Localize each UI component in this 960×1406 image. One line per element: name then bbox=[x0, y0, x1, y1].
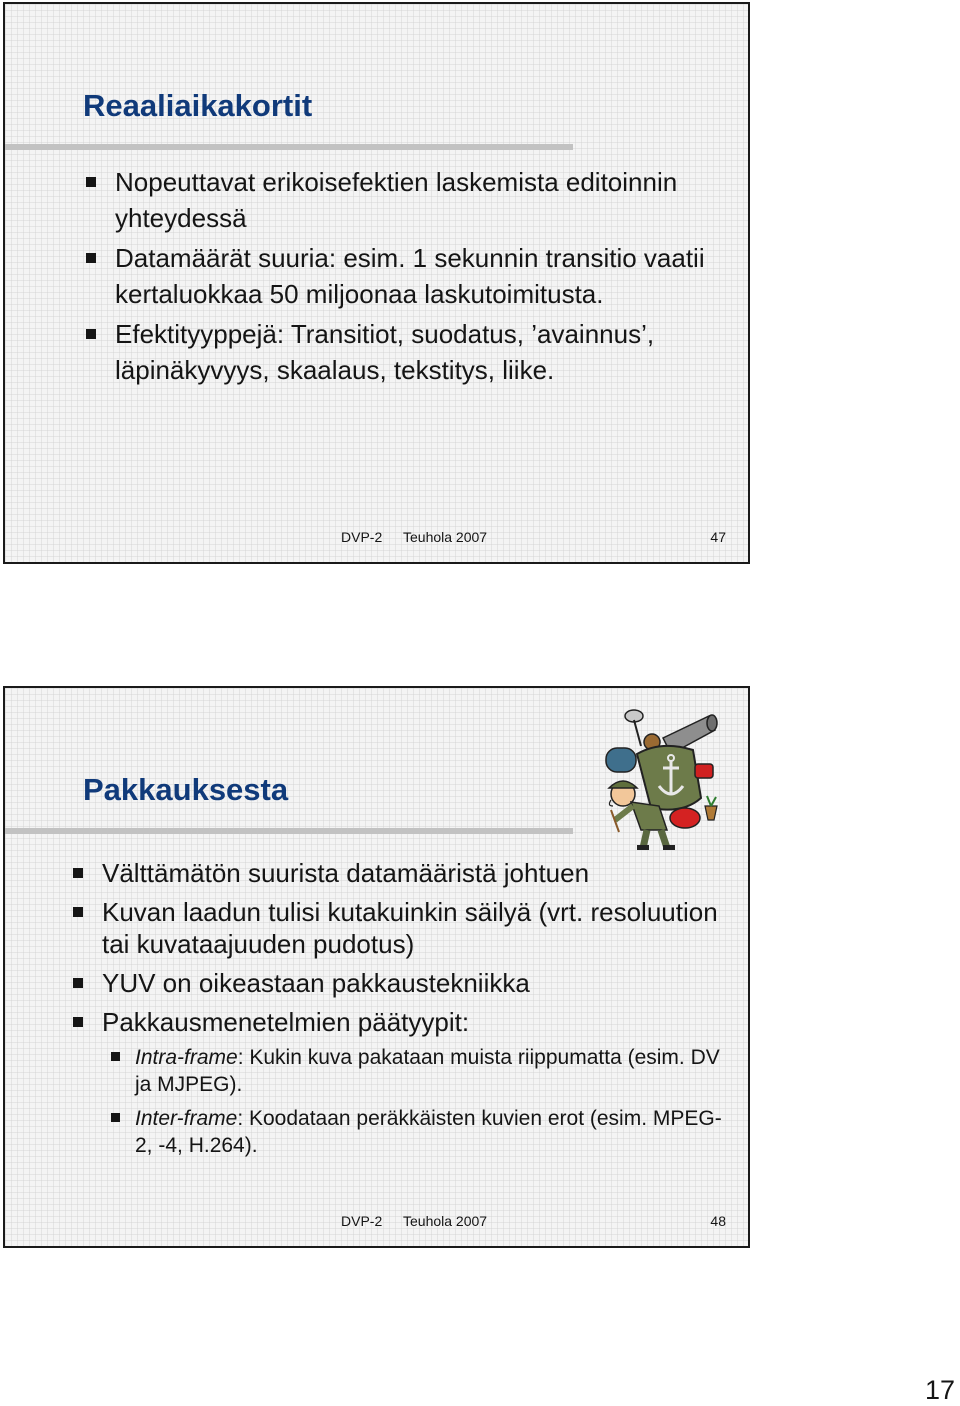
title-underline bbox=[5, 828, 573, 834]
sub-bullet-item: Inter-frame: Koodataan peräkkäisten kuvien erot (esim. MPEG-2, -4, H.264). bbox=[135, 1105, 727, 1159]
bullet-item: Nopeuttavat erikoisefektien laskemista editoinnin yhteydessä bbox=[115, 164, 735, 236]
bullet-item: YUV on oikeastaan pakkaustekniikka bbox=[102, 967, 727, 999]
slide-number: 47 bbox=[710, 529, 726, 545]
square-bullet-icon bbox=[86, 329, 96, 339]
sub-bullet-item: Intra-frame: Kukin kuva pakataan muista riippumatta (esim. DV ja MJPEG). bbox=[135, 1044, 727, 1098]
term-label: Intra-frame bbox=[135, 1046, 238, 1069]
bullet-item: Välttämätön suurista datamääristä johtuen bbox=[102, 857, 727, 889]
footer-author: Teuhola 2007 bbox=[403, 529, 488, 545]
bullet-item: Efektityyppejä: Transitiot, suodatus, ’avainnus’, läpinäkyvyys, skaalaus, tekstitys, liike. bbox=[115, 316, 735, 388]
square-bullet-icon bbox=[73, 978, 83, 988]
bullet-item: Kuvan laadun tulisi kutakuinkin säilyä (vrt. resoluution tai kuvataajuuden pudotus) bbox=[102, 896, 727, 960]
slide-title: Pakkauksesta bbox=[83, 772, 289, 807]
slide-footer bbox=[5, 529, 748, 547]
sub-bullet-list bbox=[102, 1044, 727, 1159]
slide-footer bbox=[5, 1213, 748, 1231]
bullet-item: Pakkausmenetelmien päätyypit: Intra-frame: Kukin kuva pakataan muista riippumatta (esim. DV ja MJPEG). Inter-frame: Koodataan peräkkäisten kuvien erot (esim. MPEG-2, -4, H.264). bbox=[102, 1006, 727, 1159]
square-bullet-icon bbox=[111, 1113, 120, 1122]
page-number: 17 bbox=[924, 1375, 955, 1405]
slide-title: Reaaliaikakortit bbox=[83, 88, 313, 123]
footer-author: Teuhola 2007 bbox=[403, 1213, 488, 1229]
slide-47 bbox=[3, 2, 750, 564]
slide-number: 48 bbox=[710, 1213, 726, 1229]
square-bullet-icon bbox=[73, 907, 83, 917]
footer-course: DVP-2 bbox=[341, 529, 383, 545]
square-bullet-icon bbox=[73, 868, 83, 878]
term-label: Inter-frame bbox=[135, 1107, 238, 1130]
soldier-with-heavy-backpack-icon bbox=[597, 702, 727, 852]
square-bullet-icon bbox=[111, 1052, 120, 1061]
footer-course: DVP-2 bbox=[341, 1213, 383, 1229]
square-bullet-icon bbox=[86, 253, 96, 263]
title-underline bbox=[5, 144, 573, 150]
bullet-list bbox=[115, 164, 735, 392]
bullet-list bbox=[102, 857, 727, 1166]
slide-48 bbox=[3, 686, 750, 1248]
square-bullet-icon bbox=[86, 177, 96, 187]
bullet-item: Datamäärät suuria: esim. 1 sekunnin transitio vaatii kertaluokkaa 50 miljoonaa laskutoimitusta. bbox=[115, 240, 735, 312]
square-bullet-icon bbox=[73, 1017, 83, 1027]
